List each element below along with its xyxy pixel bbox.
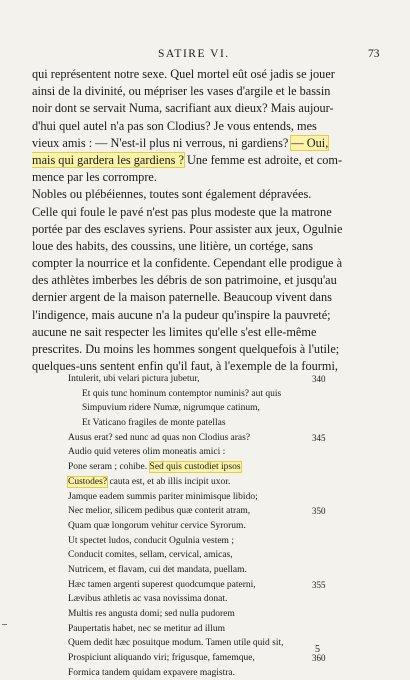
verse-segment: Conducit comites, sellam, cervical, amicas, xyxy=(68,550,233,561)
prose-line xyxy=(32,238,384,255)
verse-line xyxy=(68,475,338,490)
verse-text xyxy=(68,638,284,648)
highlighted-text: Sed quis custodiet ipsos xyxy=(149,462,241,473)
verse-text xyxy=(68,668,235,678)
line-number: 355 xyxy=(312,579,326,590)
prose-text: d'hui quel autel n'a pas son Clodius? Je vous entends, mes xyxy=(32,118,317,133)
prose-text: quelques-uns sentent enfin qu'il faut, à l'exemple de la fourmi, xyxy=(32,359,338,374)
verse-line xyxy=(68,607,338,622)
verse-segment: Ut spectet ludos, conducit Ogulnia vestem ; xyxy=(68,535,234,546)
verse-text xyxy=(68,521,246,531)
page-number: 73 xyxy=(368,48,380,60)
prose-text: portée par des esclaves syriens. Pour assister aux jeux, Ogulnie xyxy=(32,221,343,236)
verse-line xyxy=(68,416,338,431)
verse-line xyxy=(68,490,338,505)
verse-text xyxy=(68,447,225,457)
verse-line xyxy=(68,563,338,578)
verse-line xyxy=(68,636,338,651)
verse-text xyxy=(68,594,227,604)
verse-segment: Multis res angusta domi; sed nulla pudorem xyxy=(68,609,235,619)
highlighted-text: — Oui, xyxy=(291,135,329,150)
verse-text xyxy=(68,506,250,516)
verse-segment: Prospiciunt aliquando viri; frigusque, famemque, xyxy=(68,653,255,664)
verse-text xyxy=(68,477,230,487)
verse-segment: Hæc tamen argenti superest quodcumque paterni, xyxy=(68,579,256,590)
prose-text: l'indigence, mais aucune n'a la pudeur qu'inspire la pauvreté; xyxy=(32,307,331,322)
highlighted-text: mais qui gardera les gardiens ? xyxy=(32,152,184,167)
verse-segment: cauta est, et ab illis incipit uxor. xyxy=(107,476,231,487)
verse-line xyxy=(68,431,338,446)
verse-segment: Lævibus athletis ac vasa novissima donat. xyxy=(68,594,228,605)
prose-line xyxy=(32,135,384,152)
prose-text: des athlètes imberbes les débris de son patrimoine, et jusqu'au xyxy=(32,273,337,288)
verse-text xyxy=(68,624,225,634)
verse-text xyxy=(68,565,247,575)
verse-text xyxy=(68,403,260,413)
verse-segment: Et Vaticano fragiles de monte patellas xyxy=(82,418,226,429)
prose-line xyxy=(32,66,384,83)
verse-line xyxy=(68,387,338,402)
verse-line xyxy=(68,534,338,549)
verse-text xyxy=(68,418,226,428)
signature-mark: 5 xyxy=(315,644,320,655)
verse-segment: Pone seram ; cohibe. xyxy=(68,462,150,473)
prose-text: Une femme est adroite, et com- xyxy=(183,152,343,167)
line-number: 345 xyxy=(312,432,326,443)
latin-verse xyxy=(68,372,338,680)
prose-line xyxy=(32,221,384,238)
prose-text: Celle qui foule le pavé n'est pas plus modeste que la matrone xyxy=(32,204,332,219)
verse-line xyxy=(68,519,338,534)
prose-text: qui représentent notre sexe. Quel mortel eût osé jadis se jouer xyxy=(32,67,335,81)
prose-text: noir dont se servait Numa, sacrifiant aux dieux? Mais aujour- xyxy=(32,101,334,116)
prose-text: mence par les corrompre. xyxy=(32,170,157,185)
verse-segment: Et quis tunc hominum contemptor numinis? aut quis xyxy=(82,388,282,399)
verse-text xyxy=(68,433,250,443)
prose-text: ainsi de la divinité, ou mépriser les vases d'argile et le bassin xyxy=(32,84,331,99)
verse-segment: Simpuvium ridere Numæ, nigrumque catinum, xyxy=(82,403,260,414)
verse-line xyxy=(68,504,338,519)
prose-line xyxy=(32,307,384,324)
running-head xyxy=(0,48,410,64)
verse-line xyxy=(68,372,338,387)
prose-line xyxy=(32,255,384,272)
highlighted-text: Custodes? xyxy=(68,476,108,487)
prose-text: loue des habits, des coussins, une litière, un cortége, sans xyxy=(32,238,314,253)
line-number: 360 xyxy=(312,653,326,664)
prose-line xyxy=(32,324,384,341)
prose-line xyxy=(32,272,384,289)
verse-text xyxy=(68,653,255,663)
verse-segment: Nutricem, et flavam, cui det mandata, puellam. xyxy=(68,564,247,575)
prose-line xyxy=(32,169,384,186)
verse-text xyxy=(68,536,234,546)
verse-text xyxy=(68,580,256,590)
verse-segment: Quam quæ longorum vehitur cervice Syrorum. xyxy=(68,520,246,531)
prose-text: prescrites. Du moins les hommes songent quelquefois à l'utile; xyxy=(32,342,340,356)
verse-line xyxy=(68,460,338,475)
verse-text xyxy=(68,492,258,502)
prose-text: aucune ne sait respecter les limites qu'elle s'est elle-même xyxy=(32,324,317,339)
verse-line xyxy=(68,651,338,666)
verse-line xyxy=(68,592,338,607)
verse-line xyxy=(68,578,338,593)
prose-line xyxy=(32,83,384,100)
margin-mark xyxy=(2,624,7,625)
prose-text: Nobles ou plébéiennes, toutes sont également dépravées. xyxy=(32,187,312,202)
verse-line xyxy=(68,445,338,460)
verse-segment: Nec melior, silicem pedibus quæ conterit atram, xyxy=(68,506,251,517)
prose-text: vieux amis : — N'est-il plus ni verrous, ni gardiens? xyxy=(32,135,292,150)
verse-text xyxy=(68,550,233,560)
verse-segment: Intulerit, ubi velari pictura jubetur, xyxy=(68,374,200,384)
verse-segment: Audio quid veteres olim moneatis amici : xyxy=(68,447,226,458)
french-translation xyxy=(32,66,384,375)
line-number: 350 xyxy=(312,506,326,517)
verse-line xyxy=(68,622,338,637)
prose-line xyxy=(32,289,384,306)
verse-segment: Paupertatis habet, nec se metitur ad illum xyxy=(68,623,225,634)
prose-line xyxy=(32,204,384,221)
verse-segment: Quem dedit hæc posuitque modum. Tamen utile quid sit, xyxy=(68,638,284,649)
prose-text: dernier argent de la maison paternelle. Beaucoup vivent dans xyxy=(32,290,332,305)
prose-line xyxy=(32,118,384,135)
prose-line xyxy=(32,100,384,117)
verse-text xyxy=(68,462,241,472)
verse-text xyxy=(68,609,235,619)
verse-line xyxy=(68,666,338,680)
line-number: 340 xyxy=(312,374,326,384)
verse-segment: Formica tandem quidam expavere magistra. xyxy=(68,667,235,678)
verse-segment: Ausus erat? sed nunc ad quas non Clodius aras? xyxy=(68,432,251,443)
prose-text: compter la nourrice et la confidente. Cependant elle prodigue à xyxy=(32,256,343,271)
prose-line xyxy=(32,341,384,358)
prose-line xyxy=(32,186,384,203)
verse-line xyxy=(68,401,338,416)
running-title: SATIRE VI. xyxy=(158,48,230,60)
verse-text xyxy=(68,374,200,384)
prose-line xyxy=(32,152,384,169)
verse-line xyxy=(68,548,338,563)
verse-segment: Jamque eadem summis pariter minimisque libido; xyxy=(68,491,258,502)
verse-text xyxy=(68,389,281,399)
